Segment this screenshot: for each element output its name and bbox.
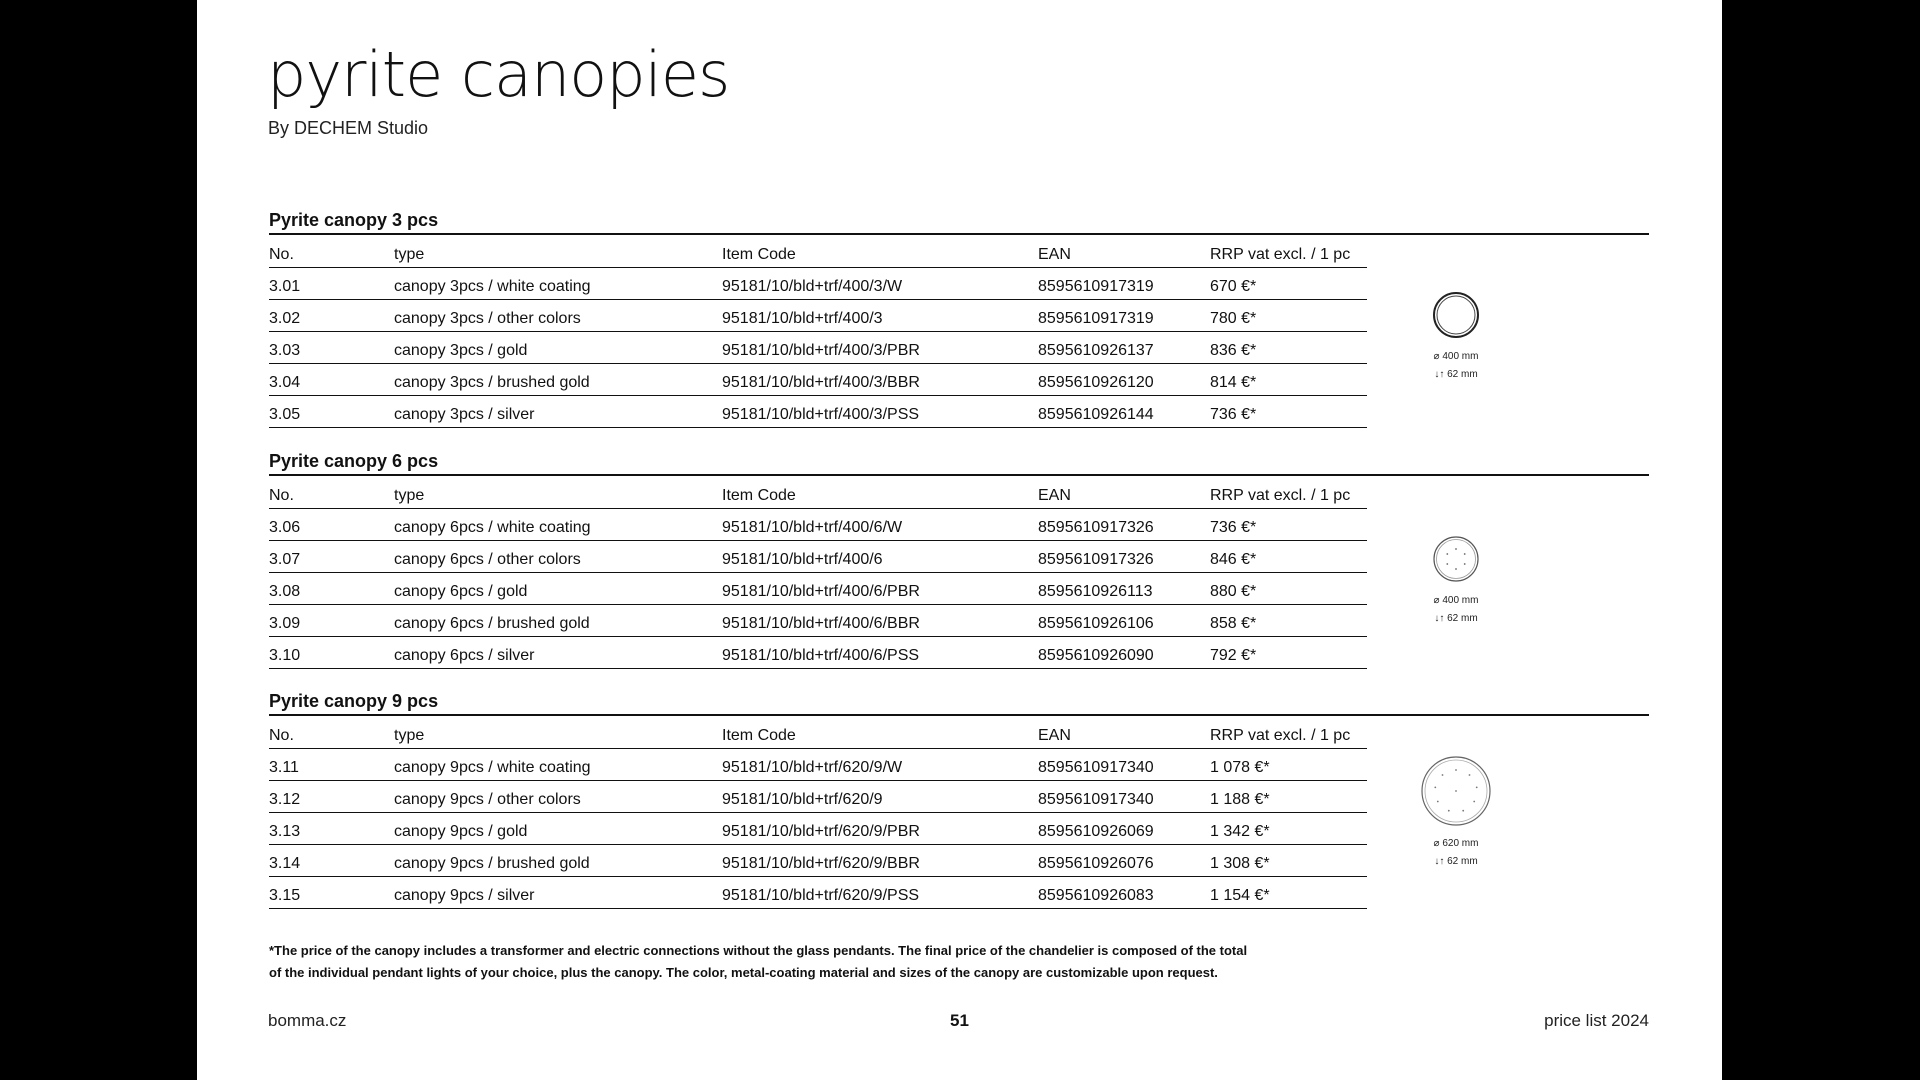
canopy-9-icon xyxy=(1420,755,1492,827)
cell-type: canopy 9pcs / silver xyxy=(394,877,722,909)
cell-price: 1 188 €* xyxy=(1210,781,1367,813)
cell-item-code: 95181/10/bld+trf/400/6/W xyxy=(722,509,1038,541)
page-subtitle: By DECHEM Studio xyxy=(268,118,429,138)
col-header-ean: EAN xyxy=(1038,476,1210,509)
cell-type: canopy 6pcs / gold xyxy=(394,573,722,605)
col-header-price: RRP vat excl. / 1 pc xyxy=(1210,476,1367,509)
cell-ean: 8595610917340 xyxy=(1038,781,1210,813)
cell-no: 3.09 xyxy=(269,605,394,637)
cell-type: canopy 3pcs / other colors xyxy=(394,300,722,332)
section-title: Pyrite canopy 3 pcs xyxy=(269,208,1649,235)
table-row xyxy=(269,509,1367,541)
cell-no: 3.13 xyxy=(269,813,394,845)
canopy-9-diagram xyxy=(1396,755,1516,871)
cell-ean: 8595610917319 xyxy=(1038,268,1210,300)
col-header-type: type xyxy=(394,476,722,509)
cell-no: 3.03 xyxy=(269,332,394,364)
cell-type: canopy 9pcs / brushed gold xyxy=(394,845,722,877)
col-header-ean: EAN xyxy=(1038,716,1210,749)
cell-type: canopy 9pcs / gold xyxy=(394,813,722,845)
canopy-diameter: ⌀ 400 mm xyxy=(1433,595,1479,606)
section-title: Pyrite canopy 9 pcs xyxy=(269,689,1649,716)
cell-no: 3.05 xyxy=(269,396,394,428)
cell-no: 3.07 xyxy=(269,541,394,573)
canopy-6-icon xyxy=(1431,534,1481,584)
cell-type: canopy 6pcs / other colors xyxy=(394,541,722,573)
footer-document-name: price list 2024 xyxy=(1544,1011,1649,1030)
cell-item-code: 95181/10/bld+trf/400/6/PSS xyxy=(722,637,1038,669)
table-row xyxy=(269,541,1367,573)
cell-ean: 8595610917326 xyxy=(1038,509,1210,541)
col-header-type: type xyxy=(394,235,722,268)
table-header-row xyxy=(269,476,1367,509)
cell-item-code: 95181/10/bld+trf/620/9/BBR xyxy=(722,845,1038,877)
cell-price: 836 €* xyxy=(1210,332,1367,364)
col-header-no: No. xyxy=(269,476,394,509)
cell-ean: 8595610926120 xyxy=(1038,364,1210,396)
cell-price: 736 €* xyxy=(1210,509,1367,541)
col-header-item-code: Item Code xyxy=(722,235,1038,268)
col-header-item-code: Item Code xyxy=(722,476,1038,509)
cell-item-code: 95181/10/bld+trf/400/6/BBR xyxy=(722,605,1038,637)
cell-type: canopy 3pcs / brushed gold xyxy=(394,364,722,396)
cell-item-code: 95181/10/bld+trf/400/6 xyxy=(722,541,1038,573)
cell-ean: 8595610926090 xyxy=(1038,637,1210,669)
table-row xyxy=(269,573,1367,605)
cell-ean: 8595610926137 xyxy=(1038,332,1210,364)
cell-type: canopy 6pcs / white coating xyxy=(394,509,722,541)
cell-ean: 8595610926113 xyxy=(1038,573,1210,605)
cell-item-code: 95181/10/bld+trf/620/9/PBR xyxy=(722,813,1038,845)
cell-no: 3.10 xyxy=(269,637,394,669)
table-row xyxy=(269,845,1367,877)
table-row xyxy=(269,268,1367,300)
price-table xyxy=(269,235,1367,428)
col-header-type: type xyxy=(394,716,722,749)
price-table xyxy=(269,476,1367,669)
cell-item-code: 95181/10/bld+trf/620/9/PSS xyxy=(722,877,1038,909)
cell-ean: 8595610917340 xyxy=(1038,749,1210,781)
canopy-3-diagram xyxy=(1396,290,1516,384)
cell-price: 1 342 €* xyxy=(1210,813,1367,845)
price-footnote xyxy=(269,940,1369,984)
canopy-diameter: ⌀ 620 mm xyxy=(1433,838,1479,849)
price-table xyxy=(269,716,1367,909)
table-row xyxy=(269,781,1367,813)
cell-item-code: 95181/10/bld+trf/400/3/PSS xyxy=(722,396,1038,428)
cell-ean: 8595610926106 xyxy=(1038,605,1210,637)
table-row xyxy=(269,332,1367,364)
footnote-line: of the individual pendant lights of your choice, plus the canopy. The color, metal-coating material and sizes of the canopy are customizable upon request. xyxy=(269,965,1218,980)
cell-price: 880 €* xyxy=(1210,573,1367,605)
col-header-item-code: Item Code xyxy=(722,716,1038,749)
cell-price: 858 €* xyxy=(1210,605,1367,637)
canopy-height: ↓↑ 62 mm xyxy=(1434,613,1478,624)
cell-ean: 8595610926076 xyxy=(1038,845,1210,877)
cell-no: 3.11 xyxy=(269,749,394,781)
cell-no: 3.14 xyxy=(269,845,394,877)
table-row xyxy=(269,605,1367,637)
col-header-no: No. xyxy=(269,235,394,268)
cell-price: 1 308 €* xyxy=(1210,845,1367,877)
cell-ean: 8595610926083 xyxy=(1038,877,1210,909)
table-row xyxy=(269,877,1367,909)
price-list-page xyxy=(197,0,1722,1080)
cell-item-code: 95181/10/bld+trf/400/3/W xyxy=(722,268,1038,300)
canopy-height: ↓↑ 62 mm xyxy=(1434,856,1478,867)
cell-price: 792 €* xyxy=(1210,637,1367,669)
cell-type: canopy 3pcs / silver xyxy=(394,396,722,428)
section-title: Pyrite canopy 6 pcs xyxy=(269,449,1649,476)
col-header-price: RRP vat excl. / 1 pc xyxy=(1210,716,1367,749)
canopy-diameter: ⌀ 400 mm xyxy=(1433,351,1479,362)
cell-price: 780 €* xyxy=(1210,300,1367,332)
col-header-no: No. xyxy=(269,716,394,749)
cell-item-code: 95181/10/bld+trf/400/3/PBR xyxy=(722,332,1038,364)
cell-no: 3.04 xyxy=(269,364,394,396)
canopy-height: ↓↑ 62 mm xyxy=(1434,369,1478,380)
cell-no: 3.01 xyxy=(269,268,394,300)
cell-no: 3.02 xyxy=(269,300,394,332)
table-header-row xyxy=(269,235,1367,268)
cell-ean: 8595610926069 xyxy=(1038,813,1210,845)
page-title: pyrite canopies xyxy=(267,38,730,111)
cell-price: 846 €* xyxy=(1210,541,1367,573)
cell-price: 1 154 €* xyxy=(1210,877,1367,909)
footnote-line: *The price of the canopy includes a transformer and electric connections without the glass pendants. The final price of the chandelier is composed of the total xyxy=(269,943,1248,958)
cell-type: canopy 9pcs / other colors xyxy=(394,781,722,813)
cell-no: 3.15 xyxy=(269,877,394,909)
cell-no: 3.12 xyxy=(269,781,394,813)
table-row xyxy=(269,300,1367,332)
table-row xyxy=(269,396,1367,428)
cell-type: canopy 3pcs / gold xyxy=(394,332,722,364)
cell-no: 3.06 xyxy=(269,509,394,541)
table-header-row xyxy=(269,716,1367,749)
footer-page-number: 51 xyxy=(950,1011,969,1030)
cell-ean: 8595610917319 xyxy=(1038,300,1210,332)
cell-ean: 8595610917326 xyxy=(1038,541,1210,573)
cell-price: 814 €* xyxy=(1210,364,1367,396)
cell-type: canopy 6pcs / silver xyxy=(394,637,722,669)
canopy-6-diagram xyxy=(1396,534,1516,628)
col-header-price: RRP vat excl. / 1 pc xyxy=(1210,235,1367,268)
col-header-ean: EAN xyxy=(1038,235,1210,268)
table-row xyxy=(269,637,1367,669)
footer-website: bomma.cz xyxy=(268,1011,347,1030)
cell-item-code: 95181/10/bld+trf/620/9 xyxy=(722,781,1038,813)
table-row xyxy=(269,749,1367,781)
cell-type: canopy 6pcs / brushed gold xyxy=(394,605,722,637)
canopy-3-icon xyxy=(1431,290,1481,340)
table-row xyxy=(269,813,1367,845)
cell-no: 3.08 xyxy=(269,573,394,605)
table-row xyxy=(269,364,1367,396)
cell-item-code: 95181/10/bld+trf/400/3/BBR xyxy=(722,364,1038,396)
cell-type: canopy 9pcs / white coating xyxy=(394,749,722,781)
cell-type: canopy 3pcs / white coating xyxy=(394,268,722,300)
cell-price: 1 078 €* xyxy=(1210,749,1367,781)
cell-ean: 8595610926144 xyxy=(1038,396,1210,428)
cell-item-code: 95181/10/bld+trf/400/3 xyxy=(722,300,1038,332)
cell-item-code: 95181/10/bld+trf/620/9/W xyxy=(722,749,1038,781)
cell-price: 670 €* xyxy=(1210,268,1367,300)
cell-item-code: 95181/10/bld+trf/400/6/PBR xyxy=(722,573,1038,605)
cell-price: 736 €* xyxy=(1210,396,1367,428)
